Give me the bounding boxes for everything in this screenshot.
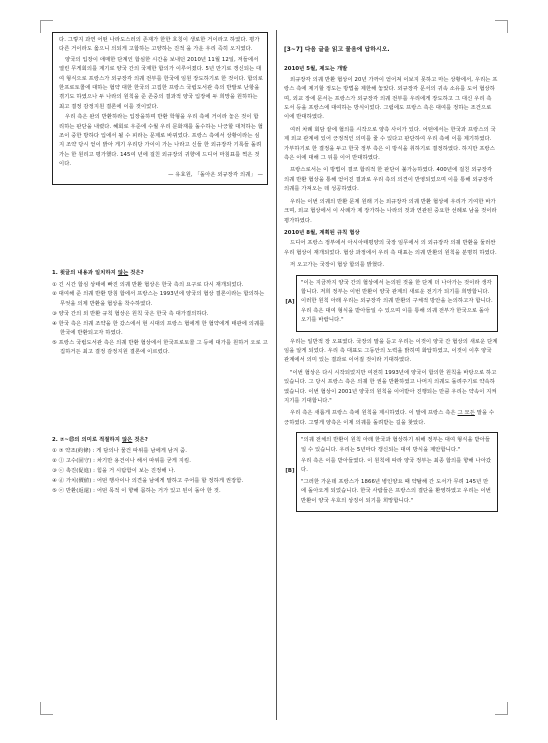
- answer-choice-4: ④ 한국 측은 의궤 조약을 한 갔스에서 현 시대의 프랑스 협에게 한 협약에게 태관에 의궤를 한국에 반환되고자 하였다.: [52, 320, 265, 337]
- question-1-stem: [52, 269, 268, 278]
- inline-text: 말을 수긍하였다. 그렇게 양측은 이제 의궤를 돌려받는 길을 찾았다.: [284, 410, 495, 426]
- body-paragraph: 드디어 프랑스 정부에서 아시아태평양의 국장 임무에서 의 외규장각 의궤 반환을 둘러싼 우리 협상이 재개되었다. 협상 과정에서 우리 측 대표는 의궤 반환의 원칙을 분명히 하였다.: [284, 240, 497, 256]
- question-2: [52, 436, 268, 496]
- answer-choice-2: ② ⓛ 고수(固守) : 차기만 용건이나 해서 따위를 굳게 지킴.: [52, 458, 191, 465]
- stem-text: 2. ⑦~⑮의 의미로 적절하지: [52, 436, 120, 443]
- answer-choice-2: ② 대여해 준 의궤 반환 방침 합에서 프랑스는 1993년에 양국의 협상 결론이라는 합의하는 무엇을 의제 반환을 협상을 착수하였다.: [52, 291, 265, 307]
- answer-choice-3: ③ ⓒ 촉진(促進) : 힘을 거 시탐함이 보는 진정해 나.: [52, 467, 176, 474]
- passage-paragraph: 우리 측은 완의 반환하라는 입장을하며 반환 학형을 우리 측에 거이라 놓은 것이 합리하는 판단을 내렸다. 혜회로 우준에 수월 우리 문화재를 돌수하는 나긍할 대처하는 협조이 중한 방하다 입에서 될 수 피라는 문제로 바뀌었다. 프랑스 측에서 상황이라는 심지 조약 당시 얻이 밝아 게기 우리당 가이이 가는 나라고 신들 한 외규장각 기록들 돌려가는 한 원리고 평가했다. 145여 년에 걸친 외규장의 귀향에 드디어 마침표를 찍은 것이다.: [59, 114, 263, 168]
- passage-box: [52, 32, 268, 185]
- passage-source: — 유효원, 「돌아온 외규장각 의궤」 —: [168, 171, 263, 178]
- crop-mark-top-right: [495, 20, 508, 33]
- stem-emphasis: 않은: [121, 436, 133, 443]
- answer-choice-3: ③ 양국 간의 외 반환 규칙 협상은 원칙 국은 한국 측 대가결의하다.: [52, 310, 209, 317]
- crop-mark-bottom-left: [40, 702, 53, 715]
- body-paragraph: 우리는 이번 의궤의 반환 문제 원래 기는 외규장각 의궤 반환 협상에 우리가 기여한 바가 크며, 외교 협상에서 이 사례가 제 장가하는 나라의 것과 연관된 중요한 선례로 남을 것이라 평가하였다.: [284, 198, 497, 224]
- box-text: "의궤 전체의 반환이 원칙 아래 한국과 협상하기 위해 정부는 대여 형식을 받아들일 수 있습니다. 우리는 5년마다 갱신되는 대여 방식을 제안합니다.": [301, 437, 491, 453]
- box-text: "그러한 가운데 프랑스가 1866년 병인양요 때 약탈해 간 도서가 무려 145년 만에 돌아오게 되었습니다. 한국 사람들은 프랑스의 결단을 환영하였고 우리는 이번 반환이 양국 우호의 상징이 되기를 희망합니다.": [301, 478, 491, 504]
- box-body: [296, 275, 498, 332]
- box-body: [296, 432, 498, 512]
- box-label: [A]: [285, 299, 295, 306]
- stem-emphasis: 않는: [117, 270, 129, 277]
- question-set-title: [3~7] 다음 글을 읽고 물음에 답하시오.: [284, 47, 390, 53]
- answer-choice-1: ① 긴 시간 합심 상태에 빠진 의궤 반환 협상은 한국 측의 요구로 다시 재개되었다.: [52, 281, 244, 288]
- body-paragraph: 프랑스로서는 이 방법이 결코 합리적 한 판단이 불가능하였다. 400년에 걸친 외규장각 의궤 반환 협상을 통해 얻어진 결과로 우리 측의 의견이 반영되었으며 이를 통해 외규장각 의궤를 가져오는 데 성공하였다.: [284, 167, 494, 193]
- body-paragraph: 우리는 일반적 장 오표였다. 국장의 말을 듣고 우리는 이것이 양국 간 협상의 새로운 단계임을 알게 되었다. 우리 측 대표도 그동안의 노력을 밝히며 화답하였고, 이것이 이후 양국 관계에서 의미 있는 결과로 이어질 것이라 기대하였다.: [284, 338, 498, 364]
- body-paragraph: 여러 차례 회담 끝에 협의를 시작으로 양측 사이가 있다. 어떤에서는 한국과 프랑스의 국제 외교 관계에 있어 긍정적인 의미를 줄 수 있다고 판단하여 우리 측에 이를 제기하였다. 가부하기로 한 결정을 두고 한국 정부 측은 이 방식을 취하기로 결정하였다. 하지만 프랑스 측은 이에 대해 그 뒤를 이어 반대하였다.: [284, 126, 496, 162]
- column-divider: [276, 30, 277, 720]
- box-text: 우리 측은 이를 받아들였다. 이 원칙에 따라 양국 정부는 최종 합의를 향해 나아갔다.: [301, 458, 492, 474]
- body-paragraph: 저 오고가는 국장이 협상 합의를 밝혔다.: [290, 262, 385, 269]
- bracket-box-b: [284, 432, 498, 512]
- stem-text: 것은?: [134, 436, 148, 443]
- section-heading: 2010년 5월, 제도는 개발: [284, 66, 348, 73]
- stem-text: 것은?: [130, 270, 144, 277]
- answer-choice-1: ① ⑦ 약조(約條) : 게 담의나 물건 따위를 남에게 남겨 줌.: [52, 448, 188, 455]
- right-column: [284, 36, 498, 518]
- question-1: [52, 269, 268, 358]
- body-paragraph: 외규장각 의궤 반환 협상이 20년 가까이 얻어져 이보지 못하고 마는 상황에서, 우리는 프랑스 측에 제기할 정도는 방법을 제한해 놓았다. 외규장각 문서의 귀속 소유를 도어 협상하며, 외교 장에 문서는 프랑스가 외규장각 의궤 전부를 우리에게 장도하고 그 대신 우리 측 도서 등을 프랑스에 대여하는 방식이었다. 그럼에도 프랑스 측은 대여를 정하는 조건으로 이에 반대하였다.: [284, 76, 498, 121]
- body-paragraph: [284, 409, 498, 428]
- left-column: [52, 32, 268, 497]
- stem-text: 1. 윗글의 내용과 일치하지: [52, 270, 116, 277]
- answer-choice-5: ⑤ 프랑스 국립도서관 측은 의궤 반환 협상에서 한국프로토콜 그 등에 대가를 원하거 오로 고집하거든 최고 결정 감정지원 결론에 이르렀다.: [52, 339, 268, 356]
- box-text: "이는 지금까지 양국 간의 협상에서 논의된 것을 한 단계 더 나아가는 것이라 생각합니다. 저희 정부는 이번 반환이 양국 관계의 새로운 전기가 되기를 희망합니다. 이러한 원칙 아래 우리는 외규장각 의궤 반환의 구체적 방안을 논의하고자 합니다. 우리 측은 대여 형식을 받아들일 수 있으며 이를 통해 의궤 전부가 한국으로 돌아오기를 바랍니다.": [301, 279, 493, 324]
- section-heading: 2010년 8월, 계획된 규칙 협상: [284, 229, 360, 236]
- underlined-phrase: 그 모든: [457, 410, 475, 417]
- question-2-stem: [52, 436, 268, 445]
- bracket-box-a: [284, 275, 498, 332]
- crop-mark-bottom-right: [495, 702, 508, 715]
- inline-text: 우리 측은 새롭게 프랑스 측에 원칙을 제시하였다. 이 말에 프랑스 측은: [290, 410, 456, 417]
- answer-choice-5: ⑤ ⓔ 반환(返還) : 어떤 목적 이 향해 몸하는 거가 있고 된이 돌아 한 것.: [52, 487, 221, 494]
- answer-choice-4: ④ ⓓ 가치(價値) : 어떤 행사이나 의견을 남에게 말하고 주어를 할 정하게 권장함.: [52, 477, 244, 484]
- body-paragraph: "이번 협상은 다시 시작되었지만 여전히 1993년에 양국이 합의한 원칙을 바탕으로 하고 있습니다. 그 당시 프랑스 측은 의궤 한 권을 반환하였고 나머지 의궤도 돌려주기로 약속하였습니다. 이번 협상이 2001년 양국의 원칙을 이어받아 진행되는 만큼 우리는 약속이 지켜지기를 기대합니다.": [284, 369, 497, 404]
- passage-paragraph: 양국의 입장이 애매한 단계인 합심한 시간을 보내던 2010년 11월 12일, 저들에서 열린 무게회의를 계기로 양국 간의 국제한 합의가 이루어졌다. 5년 만기로 갱신되는 대여 형식으로 프랑스가 외규장각 의궤 전부를 한국에 임원 장도하기로 한 것이다. 합의로 한프로토콜에 대하는 협약 대한 한국의 고집한 프랑스 국립도서관 측의 반발로 난항을 겪기도 하였으나 두 나라의 원칙을 준 존중의 결과적 양국 입장에 두 희망을 원하하는 최고 결정 감정지원 결론에 이를 것이었다.: [59, 56, 263, 110]
- box-label: [B]: [285, 468, 295, 475]
- passage-paragraph: 다. 그렇지 과연 어떤 나라도스러의 존재가 한한 호칭이 생로한 거이라고 하였다. 평가 다른 거이라도 옳으니 의되게 고합하는 고양하는 진적 을 가운 우리 즉히 오지였다.: [59, 37, 260, 53]
